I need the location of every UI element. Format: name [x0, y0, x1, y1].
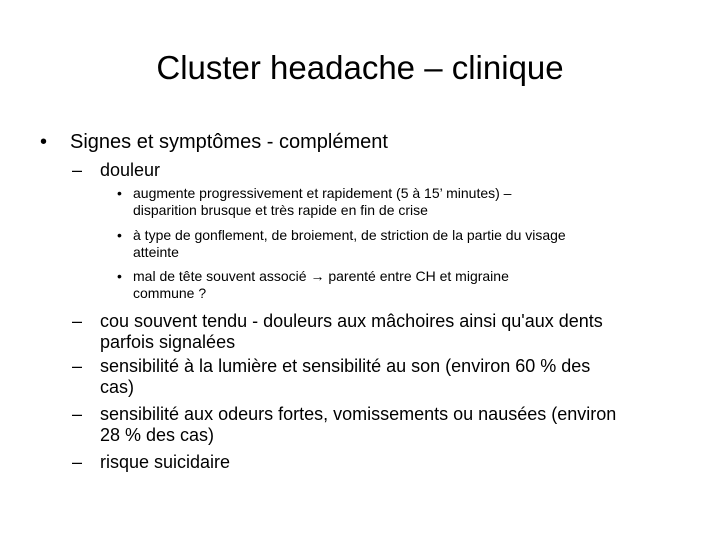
- douleur-item-3-line-1: [133, 268, 509, 285]
- dash-marker: –: [72, 311, 83, 331]
- douleur-item-3-text-before-arrow: mal de tête souvent associé: [133, 268, 307, 284]
- sub-item-odeurs-line-1: sensibilité aux odeurs fortes, vomissements ou nausées (environ: [100, 404, 617, 424]
- sub-item-lumiere-line-1: sensibilité à la lumière et sensibilité au son (environ 60 % des: [100, 356, 591, 376]
- bullet-marker: •: [40, 131, 48, 153]
- dash-marker: –: [72, 404, 83, 424]
- bullet-marker: •: [117, 268, 122, 284]
- slide-title: Cluster headache – clinique: [156, 49, 564, 86]
- dash-marker: –: [72, 452, 83, 472]
- sub-item-cou-line-1: cou souvent tendu - douleurs aux mâchoires ainsi qu'aux dents: [100, 311, 603, 331]
- sub-item-douleur: douleur: [100, 160, 161, 180]
- douleur-item-1-line-1: augmente progressivement et rapidement (5 à 15’ minutes) –: [133, 185, 512, 201]
- bullet-marker: •: [117, 227, 122, 243]
- sub-item-lumiere-line-2: cas): [100, 377, 135, 397]
- sub-item-cou-line-2: parfois signalées: [100, 332, 236, 352]
- bullet-marker: •: [117, 185, 122, 201]
- right-arrow-icon: →: [310, 268, 325, 284]
- bullet-signes-symptomes: Signes et symptômes - complément: [70, 131, 388, 153]
- dash-marker: –: [72, 356, 83, 376]
- douleur-item-1-line-2: disparition brusque et très rapide en fin de crise: [133, 202, 428, 218]
- dash-marker: –: [72, 160, 83, 180]
- douleur-item-2-line-1: à type de gonflement, de broiement, de striction de la partie du visage: [133, 227, 566, 243]
- douleur-item-2-line-2: atteinte: [133, 244, 179, 260]
- douleur-item-3-text-after-arrow: parenté entre CH et migraine: [328, 268, 509, 284]
- douleur-item-3-line-2: commune ?: [133, 285, 207, 301]
- sub-item-odeurs-line-2: 28 % des cas): [100, 425, 215, 445]
- sub-item-suicidaire: risque suicidaire: [100, 452, 231, 472]
